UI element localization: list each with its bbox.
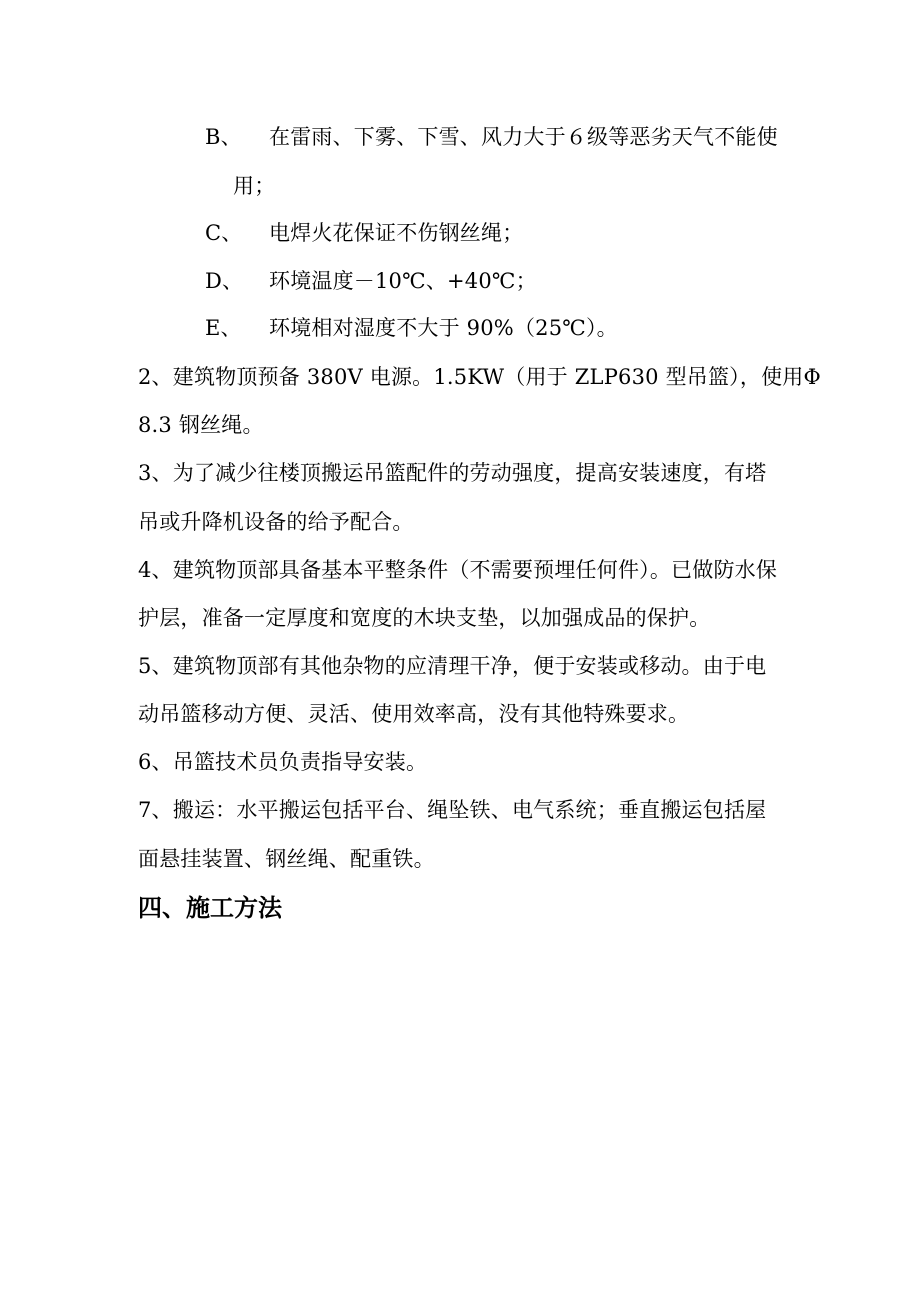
sub-item-d (205, 266, 537, 296)
sub-item-text: 用； (233, 174, 276, 198)
paragraph-4-line-2: 护层，准备一定厚度和宽度的木块支垫，以加强成品的保护。 (138, 606, 711, 630)
paragraph-7-line-2: 面悬挂装置、钢丝绳、配重铁。 (138, 847, 435, 871)
sub-item-e (205, 313, 618, 343)
sub-item-text: 电焊火花保证不伤钢丝绳； (269, 221, 524, 245)
paragraph-2-line-1: 2、建筑物顶预备 380V 电源。1.5KW（用于 ZLP630 型吊篮），使用Φ (138, 365, 821, 389)
sub-item-label: E、 (205, 316, 242, 340)
sub-item-text: 在雷雨、下雾、下雪、风力大于６级等恶劣天气不能使 (269, 125, 778, 149)
sub-item-text: 环境温度－10℃、+40℃； (269, 269, 537, 293)
sub-item-c (205, 218, 523, 248)
sub-item-label: B、 (205, 125, 242, 149)
paragraph-5-line-1: 5、建筑物顶部有其他杂物的应清理干净，便于安装或移动。由于电 (138, 654, 767, 678)
sub-item-label: D、 (205, 269, 244, 293)
sub-item-text: 环境相对湿度不大于 90%（25℃）。 (269, 316, 618, 340)
paragraph-4-line-1: 4、建筑物顶部具备基本平整条件（不需要预埋任何件）。已做防水保 (138, 558, 778, 582)
sub-item-label: C、 (205, 221, 243, 245)
sub-item-b (205, 122, 778, 152)
section-heading: 四、施工方法 (138, 894, 282, 922)
paragraph-2-line-2: 8.3 钢丝绳。 (138, 413, 264, 437)
paragraph-6-line-1: 6、吊篮技术员负责指导安装。 (138, 750, 428, 774)
paragraph-3-line-1: 3、为了减少往楼顶搬运吊篮配件的劳动强度，提高安装速度，有塔 (138, 461, 767, 485)
paragraph-5-line-2: 动吊篮移动方便、灵活、使用效率高，没有其他特殊要求。 (138, 702, 690, 726)
paragraph-7-line-1: 7、搬运：水平搬运包括平台、绳坠铁、电气系统；垂直搬运包括屋 (138, 798, 767, 822)
paragraph-3-line-2: 吊或升降机设备的给予配合。 (138, 510, 414, 534)
sub-item-b-continuation (233, 171, 275, 201)
